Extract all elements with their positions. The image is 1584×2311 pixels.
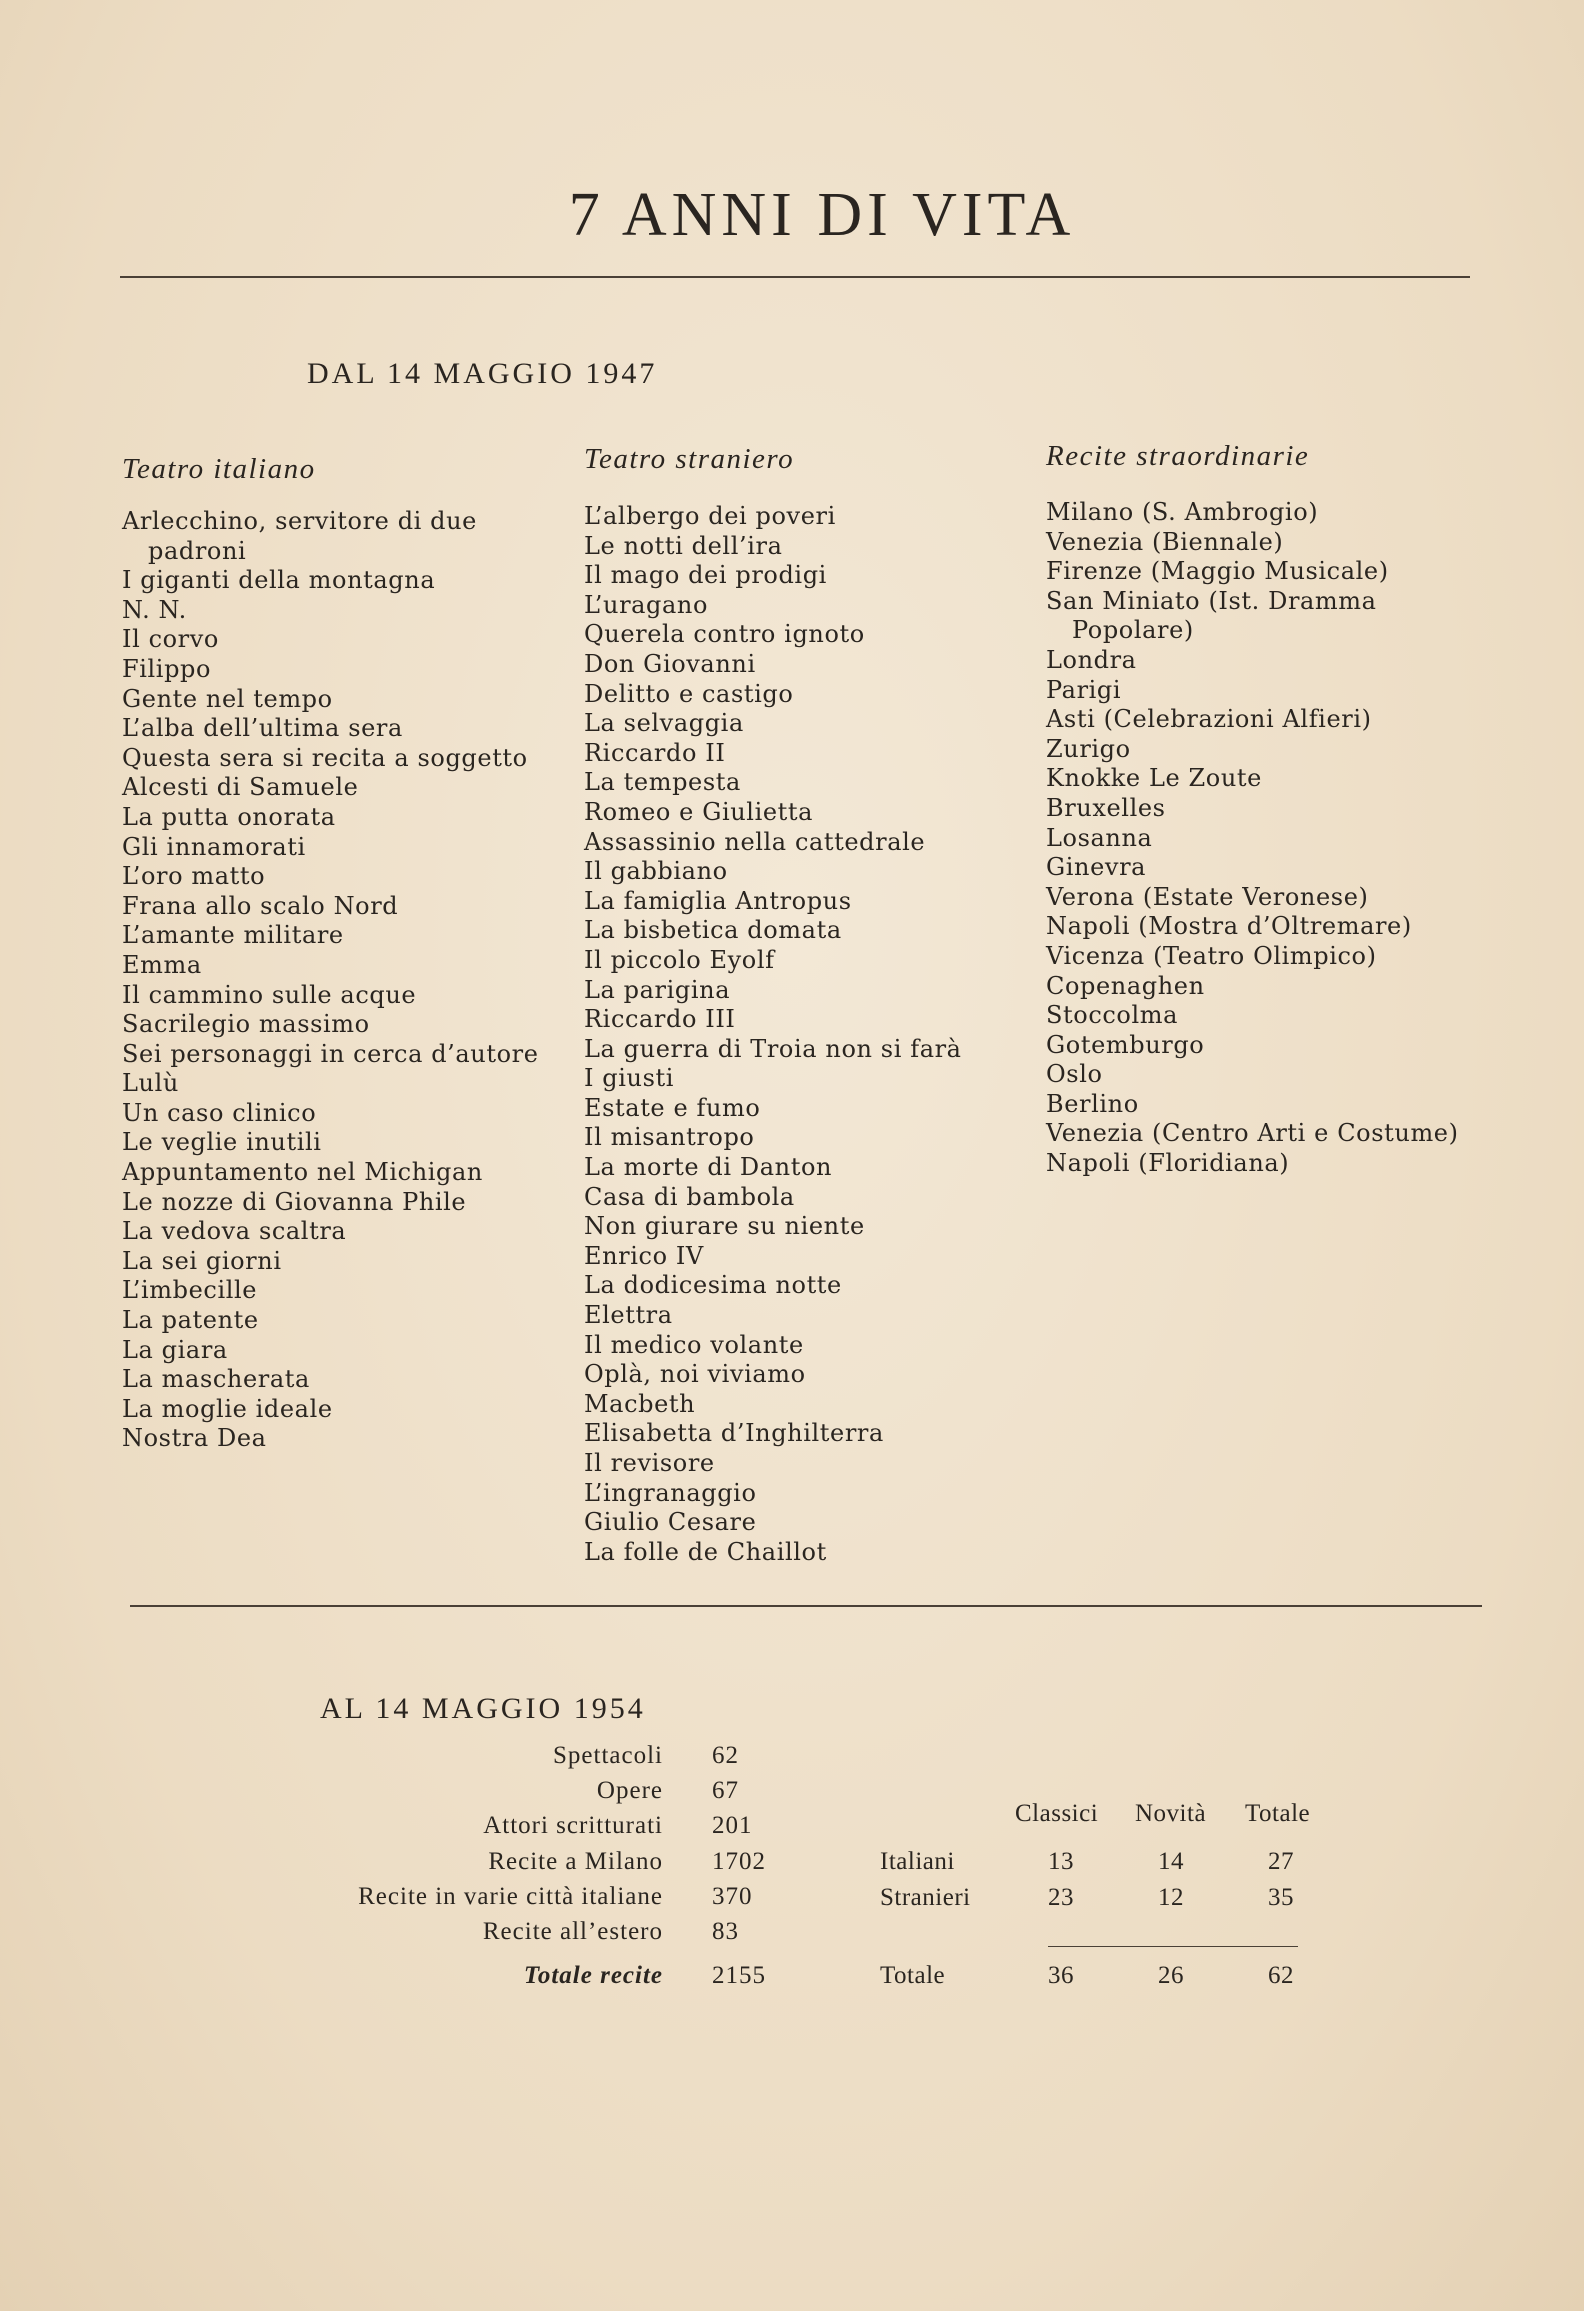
list-item: Delitto e castigo [584,679,794,708]
to-heading: AL 14 MAGGIO 1954 [320,1692,646,1725]
list-item: Losanna [1046,823,1153,852]
stats-list [0,1742,800,2012]
list-item: Frana allo scalo Nord [122,891,399,920]
column-heading: Teatro italiano [122,453,316,485]
column-heading: Teatro straniero [584,443,795,475]
list-item: Knokke Le Zoute [1046,764,1262,793]
list-item: Ginevra [1046,853,1147,882]
list-item: Venezia (Centro Arti e Costume) [1046,1119,1459,1148]
stat-row [0,1848,800,1882]
list-item: Sacrilegio massimo [122,1010,370,1039]
table-cell: 36 [1048,1962,1074,1989]
table-header: Totale [1245,1800,1311,1827]
list-item: Il misantropo [584,1123,755,1152]
stat-value: 2155 [712,1962,766,1989]
list-item: Casa di bambola [584,1182,795,1211]
list-item: Stoccolma [1046,1001,1179,1030]
list-item: Riccardo III [584,1005,736,1034]
list-item: La giara [122,1335,228,1364]
list-item: Copenaghen [1046,971,1205,1000]
list-item: Il gabbiano [584,857,728,886]
list-item: Sei personaggi in cerca d’autore [122,1039,539,1068]
stat-label: Spettacoli [553,1742,663,1769]
list-item: La sei giorni [122,1246,282,1275]
list-item: Gotemburgo [1046,1030,1205,1059]
title-list [122,507,539,1454]
stat-value: 83 [712,1918,739,1945]
column-heading: Recite straordinarie [1046,440,1310,472]
stat-label: Attori scritturati [483,1812,663,1839]
list-item: Verona (Estate Veronese) [1046,882,1369,911]
stat-value: 201 [712,1812,753,1839]
page-title: 7 ANNI DI VITA [568,181,1076,249]
list-item: Napoli (Mostra d’Oltremare) [1046,912,1412,941]
list-item: L’alba dell’ultima sera [122,714,403,743]
list-item: La vedova scaltra [122,1217,347,1246]
list-item: La famiglia Antropus [584,886,852,915]
list-item: Romeo e Giulietta [584,797,814,826]
list-item: Alcesti di Samuele [122,773,359,802]
list-item: La selvaggia [584,709,744,738]
list-item: Emma [122,950,202,979]
stat-label: Recite a Milano [488,1848,663,1875]
list-item: La putta onorata [122,802,336,831]
table-cell: 26 [1158,1962,1184,1989]
list-item: Milano (S. Ambrogio) [1046,498,1319,526]
list-item: Questa sera si recita a soggetto [122,743,528,772]
table-cell: 62 [1268,1962,1294,1989]
list-item: Asti (Celebrazioni Alfieri) [1046,705,1372,734]
list-item: Don Giovanni [584,649,756,678]
list-item: L’amante militare [122,921,344,950]
list-item: Macbeth [584,1389,696,1418]
table-cell: 27 [1268,1848,1294,1875]
list-item: Venezia (Biennale) [1046,527,1284,556]
list-item: Arlecchino, servitore di due [122,507,477,535]
list-item: Lulù [122,1069,179,1098]
list-item: Un caso clinico [122,1098,317,1127]
stat-value: 62 [712,1742,739,1769]
title-list [584,502,962,1567]
table-cell: 23 [1048,1884,1074,1911]
list-item: I giganti della montagna [122,566,436,595]
stat-label: Recite all’estero [482,1918,663,1945]
stat-row [0,1962,800,1996]
list-item: Vicenza (Teatro Olimpico) [1046,941,1377,970]
table-cell: 12 [1158,1884,1184,1911]
stat-label: Opere [596,1777,663,1804]
list-item: La dodicesima notte [584,1271,842,1300]
table-cell: 14 [1158,1848,1184,1875]
table-header: Classici [1015,1800,1099,1827]
list-item: Elettra [584,1301,673,1330]
list-item: Parigi [1046,675,1122,704]
list-item: La patente [122,1306,259,1335]
list-item: Londra [1046,645,1137,674]
list-item: Le veglie inutili [122,1128,322,1157]
stat-label: Totale recite [523,1962,663,1989]
list-item: La mascherata [122,1365,310,1394]
list-item: Popolare) [1072,616,1194,645]
list-item: Il revisore [584,1449,715,1477]
stat-row [0,1812,800,1846]
list-item: padroni [148,536,247,565]
list-item: Zurigo [1046,734,1131,763]
list-item: Gli innamorati [122,832,306,861]
list-item: La bisbetica domata [584,916,842,945]
top-divider [120,276,1470,278]
list-item: La morte di Danton [584,1153,833,1182]
list-item: Elisabetta d’Inghilterra [584,1419,884,1448]
list-item: L’ingranaggio [584,1478,757,1507]
list-item: La tempesta [584,768,741,797]
list-item: L’uragano [584,590,709,619]
summary-table [860,1800,1360,2010]
list-item: Assassinio nella cattedrale [584,827,926,856]
list-item: Querela contro ignoto [584,620,865,649]
list-item: Bruxelles [1046,793,1166,822]
summary-divider [1048,1946,1298,1947]
list-item: Napoli (Floridiana) [1046,1149,1290,1178]
stat-row [0,1883,800,1917]
stat-row [0,1918,800,1952]
list-item: Appuntamento nel Michigan [122,1158,483,1187]
stat-label: Recite in varie città italiane [358,1883,663,1910]
middle-divider [130,1605,1482,1607]
list-item: Estate e fumo [584,1093,761,1122]
list-item: Il corvo [122,625,219,654]
table-header: Novità [1135,1800,1207,1827]
from-heading: DAL 14 MAGGIO 1947 [307,357,658,390]
list-item: La parigina [584,975,731,1004]
list-item: La moglie ideale [122,1394,333,1423]
table-row-label: Stranieri [880,1884,971,1911]
list-item: Il cammino sulle acque [122,980,417,1009]
list-item: N. N. [122,595,187,624]
list-item: Riccardo II [584,738,726,767]
list-item: San Miniato (Ist. Dramma [1046,586,1377,615]
list-item: Oplà, noi viviamo [584,1360,806,1389]
list-item: Le notti dell’ira [584,531,783,560]
list-item: Gente nel tempo [122,684,333,713]
stat-row [0,1742,800,1776]
stat-value: 1702 [712,1848,766,1875]
table-cell: 13 [1048,1848,1074,1875]
stat-row [0,1777,800,1811]
list-item: Non giurare su niente [584,1212,865,1241]
list-item: Firenze (Maggio Musicale) [1046,557,1389,586]
list-item: Le nozze di Giovanna Phile [122,1187,467,1216]
stat-value: 67 [712,1777,739,1804]
list-item: L’imbecille [122,1276,258,1305]
list-item: L’albergo dei poveri [584,502,836,530]
list-item: Berlino [1046,1089,1139,1118]
table-row-label: Totale [880,1962,946,1989]
list-item: Il medico volante [584,1330,804,1359]
list-item: I giusti [584,1064,675,1093]
list-item: La guerra di Troia non si farà [584,1034,962,1063]
table-cell: 35 [1268,1884,1294,1911]
list-item: La folle de Chaillot [584,1537,827,1566]
list-item: Enrico IV [584,1241,704,1270]
list-item: Il piccolo Eyolf [584,945,775,974]
list-item: Filippo [122,654,212,683]
table-row-label: Italiani [880,1848,955,1875]
list-item: Il mago dei prodigi [584,561,827,590]
location-list [1046,498,1459,1179]
list-item: L’oro matto [122,862,266,891]
list-item: Oslo [1046,1060,1103,1089]
list-item: Nostra Dea [122,1424,267,1453]
stat-value: 370 [712,1883,753,1910]
list-item: Giulio Cesare [584,1508,757,1537]
